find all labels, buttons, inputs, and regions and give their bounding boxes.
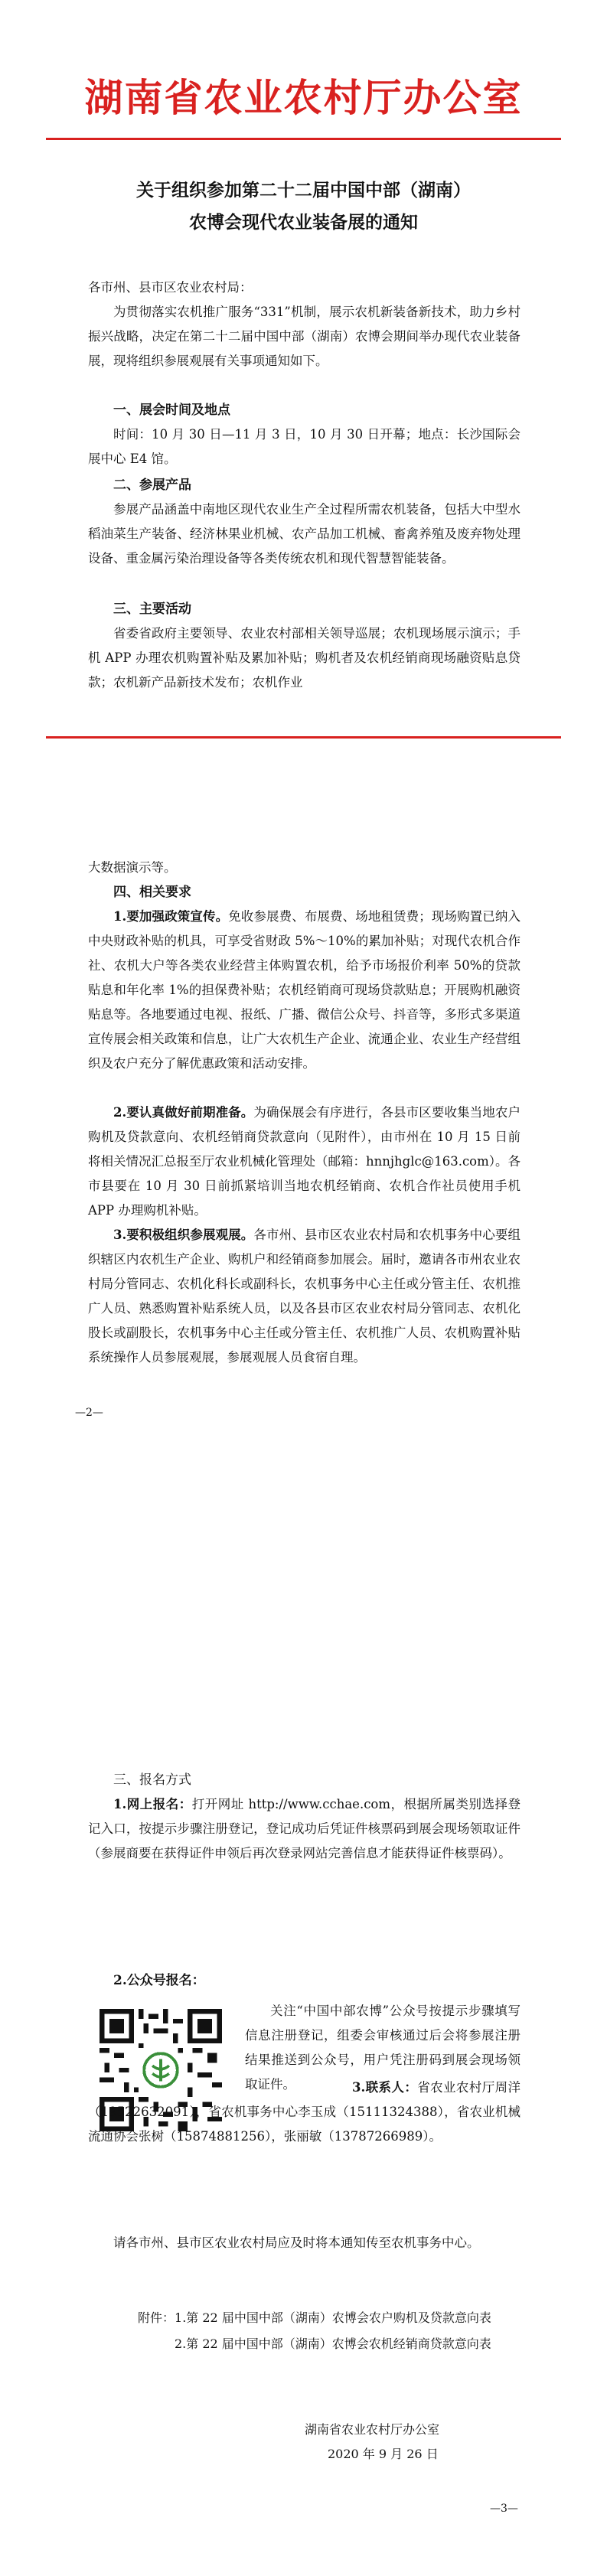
registration-heading: 三、报名方式 [113,1772,191,1788]
page2-continuation: 大数据演示等。 [88,860,177,875]
contact-lead: 3.联系人： [352,2080,418,2095]
section1-text: 时间：10 月 30 日—11 月 3 日，10 月 30 日开幕；地点：长沙国际会展中心 E4 馆。 [88,427,521,466]
requirement3-lead: 3.要积极组织参展观展。 [113,1228,254,1242]
requirement2-lead: 2.要认真做好前期准备。 [113,1105,254,1120]
section3-text: 省委省政府主要领导、农业农村部相关领导巡展；农机现场展示演示；手机 APP 办理农机购置补贴及累加补贴；购机者及农机经销商现场融资贴息贷款；农机新产品新技术发布；农机作业 [88,626,521,690]
signature-organization: 湖南省农业农村厅办公室 [305,2422,440,2437]
web-registration-paragraph [88,1792,521,1866]
document-title-line1: 关于组织参加第二十二届中国中部（湖南） [136,180,471,201]
section2-text: 参展产品涵盖中南地区现代农业生产全过程所需农机装备，包括大中型水稻油菜生产装备、经济林果业机械、农产品加工机械、畜禽养殖及废弃物处理设备、重金属污染治理设备等各类传统农机和现代智慧智能装备。 [88,502,521,566]
attachment-1: 1.第 22 届中国中部（湖南）农博会农户购机及贷款意向表 [175,2310,491,2325]
page3-number: —3— [490,2503,518,2515]
page2-number: —2— [75,1407,103,1419]
letterhead: 湖南省农业农村厅办公室 [84,75,523,120]
page1-bottom-red-rule [46,736,561,739]
requirement1-lead: 1.要加强政策宣传。 [113,909,229,924]
attachment-2: 2.第 22 届中国中部（湖南）农博会农机经销商贷款意向表 [175,2336,491,2351]
intro-paragraph: 为贯彻落实农机推广服务“331”机制，展示农机新装备新技术，助力乡村振兴战略，决定在第二十二届中国中部（湖南）农博会期间举办现代农业装备展，现将组织参展观展有关事项通知如下。 [88,305,521,368]
requirement3-paragraph [88,1223,521,1370]
contact-paragraph [88,2075,521,2149]
requirement3-text: 各市州、县市区农业农村局和农机事务中心要组织辖区内农机生产企业、购机户和经销商参加展会。届时，邀请各市州农业农村局分管同志、农机化科长或副科长，农机事务中心主任或分管主任、农机推广人员、熟悉购置补贴系统人员，以及各县市区农业农村局分管同志、农机化股长或副股长，农机事务中心主任或分管主任、农机推广人员、农机购置补贴系统操作人员参展观展，参展观展人员食宿自理。 [88,1228,521,1365]
section2-heading: 二、参展产品 [113,478,191,493]
contact-text: 省农业农村厅周洋（19522632091），省农机事务中心李玉成（15111324388），省农业机械流通协会张树（15874881256），张丽敏（13787266989）。 [88,2080,521,2144]
section3-heading: 三、主要活动 [113,602,191,617]
forward-request: 请各市州、县市区农业农村局应及时将本通知传至农机事务中心。 [113,2235,480,2250]
requirement2-paragraph [88,1101,521,1223]
document-title-line2: 农博会现代农业装备展的通知 [189,212,418,233]
salutation: 各市州、县市区农业农村局： [88,280,253,295]
requirement1-paragraph [88,905,521,1076]
section1-heading: 一、展会时间及地点 [113,403,230,418]
web-registration-lead: 1.网上报名： [113,1797,192,1811]
section4-heading: 四、相关要求 [113,885,191,900]
wechat-registration-lead: 2.公众号报名： [113,1973,205,1988]
requirement2-text: 为确保展会有序进行，各县市区要收集当地农户购机及贷款意向、农机经销商贷款意向（见附件），由市州在 10 月 15 日前将相关情况汇总报至厅农业机械化管理处（邮箱：hnnjhglc@163.com）。各市县要在 10 月 30 日前抓紧培训当地农机经销商、农机合作社员使用手机 APP 办理购机补贴。 [88,1105,521,1218]
attachments [138,2305,491,2357]
signature-date: 2020 年 9 月 26 日 [328,2447,439,2461]
web-registration-text: 打开网址 http://www.cchae.com，根据所属类别选择登记入口，按提示步骤注册登记，登记成功后凭证件核票码到展会现场领取证件（参展商要在获得证件申领后再次登录网站完善信息才能获得证件核票码）。 [88,1797,521,1860]
letterhead-red-rule [46,138,561,140]
attachments-label: 附件： [138,2310,175,2325]
wechat-registration-text: 关注“中国中部农博”公众号按提示步骤填写信息注册登记，组委会审核通过后会将参展注册结果推送到公众号，用户凭注册码到展会现场领取证件。 [245,2004,521,2092]
requirement1-text: 免收参展费、布展费、场地租赁费；现场购置已纳入中央财政补贴的机具，可享受省财政 5%～10%的累加补贴；对现代农机合作社、农机大户等各类农业经营主体购置农机，给予市场报价利率 50%的贷款贴息和年化率 1%的担保费补贴；农机经销商可现场贷款贴息；开展购机融资贴息等。各地要通过电视、报纸、广播、微信公众号、抖音等，多形式多渠道宣传展会相关政策和信息，让广大农机生产企业、流通企业、农业生产经营组织及农户充分了解优惠政策和活动安排。 [88,909,521,1071]
